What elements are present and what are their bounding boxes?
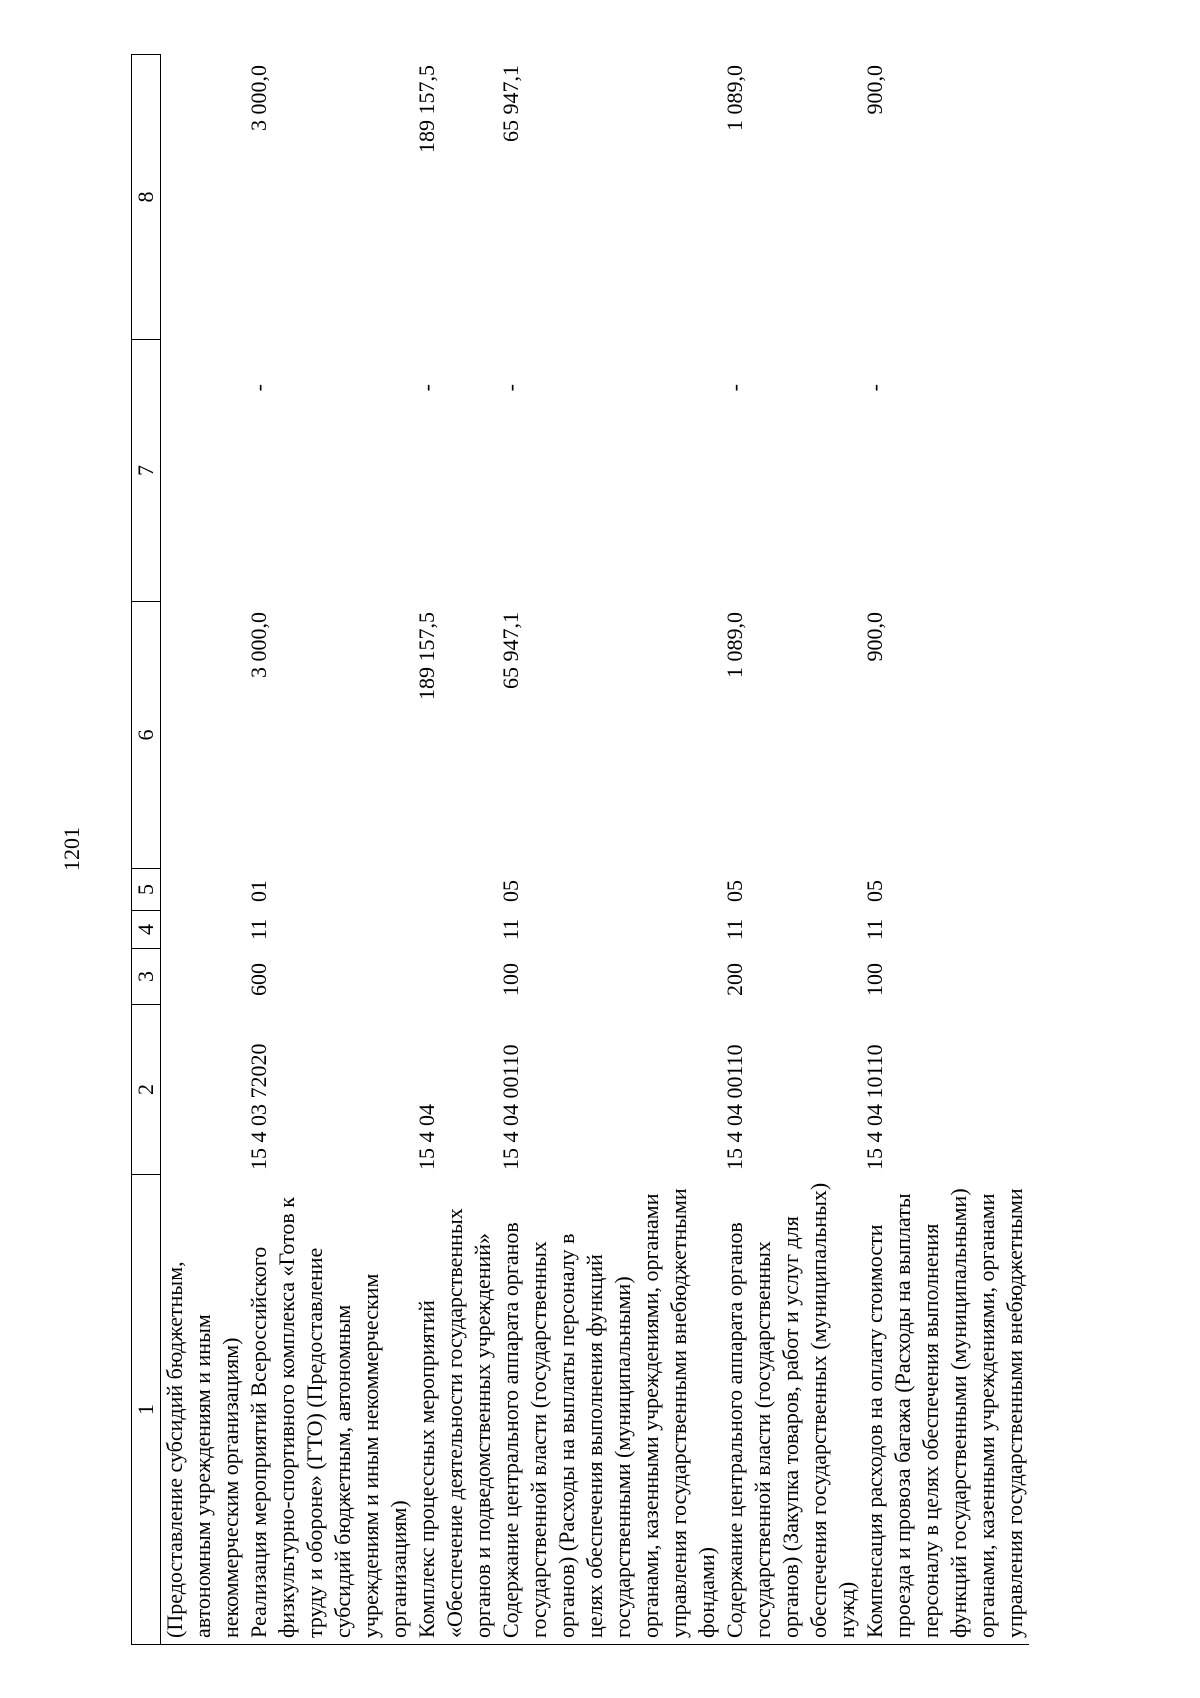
header-col-6: 6 [132, 602, 161, 869]
amount-col-8: 189 157,5 [414, 65, 439, 153]
expense-type: 600 [246, 963, 271, 996]
header-col-5: 5 [132, 869, 161, 911]
amount-col-8: 65 947,1 [498, 65, 523, 142]
header-col-1: 1 [132, 1175, 161, 1645]
subsection-code [161, 869, 246, 911]
budget-table [131, 54, 1029, 1645]
header-col-2: 2 [132, 1005, 161, 1175]
section-code: 11 [498, 918, 523, 940]
target-article-code [161, 1005, 246, 1175]
amount-col-7: - [862, 384, 887, 392]
subsection-code: 05 [722, 880, 747, 902]
subsection-code: 05 [862, 880, 887, 902]
table-row [245, 55, 413, 1645]
amount-col-7: - [498, 384, 523, 392]
amount-col-7 [161, 340, 246, 602]
target-article-code: 15 4 04 10110 [862, 1044, 887, 1170]
amount-col-8: 1 089,0 [722, 65, 747, 131]
section-code: 11 [862, 918, 887, 940]
amount-col-6: 189 157,5 [414, 612, 439, 700]
row-name: Комплекс процессных мероприятий «Обеспечение деятельности государственных органов и подведомственных учреждений» [413, 1175, 497, 1645]
row-name: Реализация мероприятий Всероссийского физкультурно-спортивного комплекса «Готов к труду и обороне» (ГТО) (Предоставление субсидий бюджетным, автономным учреждениям и иным некоммерческим организациям) [245, 1175, 413, 1645]
rotated-page-content [131, 55, 1134, 1645]
expense-type: 200 [722, 963, 747, 996]
amount-col-7: - [246, 384, 271, 392]
amount-col-8: 3 000,0 [246, 65, 271, 131]
amount-col-7: - [414, 384, 439, 392]
amount-col-8: 900,0 [862, 65, 887, 115]
subsection-code: 01 [246, 880, 271, 902]
row-name: Содержание центрального аппарата органов государственной власти (государственных органов) (Закупка товаров, работ и услуг для обеспечения государственных (муниципальных) нужд) [721, 1175, 861, 1645]
section-code: 11 [722, 918, 747, 940]
amount-col-6: 1 089,0 [722, 612, 747, 678]
subsection-code [413, 869, 497, 911]
amount-col-6 [161, 602, 246, 869]
amount-col-6: 65 947,1 [498, 612, 523, 689]
header-row [132, 55, 161, 1645]
section-code [413, 911, 497, 949]
target-article-code: 15 4 04 00110 [722, 1044, 747, 1170]
subsection-code: 05 [498, 880, 523, 902]
expense-type: 100 [862, 963, 887, 996]
table-row [721, 55, 861, 1645]
header-col-4: 4 [132, 911, 161, 949]
expense-type [413, 949, 497, 1005]
expense-type: 100 [498, 963, 523, 996]
header-col-3: 3 [132, 949, 161, 1005]
row-name: Содержание центрального аппарата органов государственной власти (государственных органов) (Расходы на выплаты персоналу в целях обеспечения выполнения функций государственными (муниципальными) органами, казенными учреждениями, органами управления государственными внебюджетными фондами) [497, 1175, 721, 1645]
section-code [161, 911, 246, 949]
table-row [861, 55, 1029, 1645]
header-col-7: 7 [132, 340, 161, 602]
amount-col-6: 900,0 [862, 612, 887, 662]
target-article-code: 15 4 03 72020 [246, 1043, 271, 1170]
row-name: (Предоставление субсидий бюджетным, автономным учреждениям и иным некоммерческим организациям) [161, 1175, 246, 1645]
table-row [161, 55, 246, 1645]
target-article-code: 15 4 04 00110 [498, 1044, 523, 1170]
table-row [497, 55, 721, 1645]
amount-col-7: - [722, 384, 747, 392]
table-row [413, 55, 497, 1645]
expense-type [161, 949, 246, 1005]
row-name: Компенсация расходов на оплату стоимости проезда и провоза багажа (Расходы на выплаты персоналу в целях обеспечения выполнения функций государственными (муниципальными) органами, казенными учреждениями, органами управления государственными внебюджетными [861, 1175, 1029, 1645]
section-code: 11 [246, 918, 271, 940]
target-article-code: 15 4 04 [414, 1104, 439, 1170]
amount-col-6: 3 000,0 [246, 612, 271, 678]
amount-col-8 [161, 55, 246, 340]
page-number: 1201 [59, 827, 84, 871]
header-col-8: 8 [132, 55, 161, 340]
